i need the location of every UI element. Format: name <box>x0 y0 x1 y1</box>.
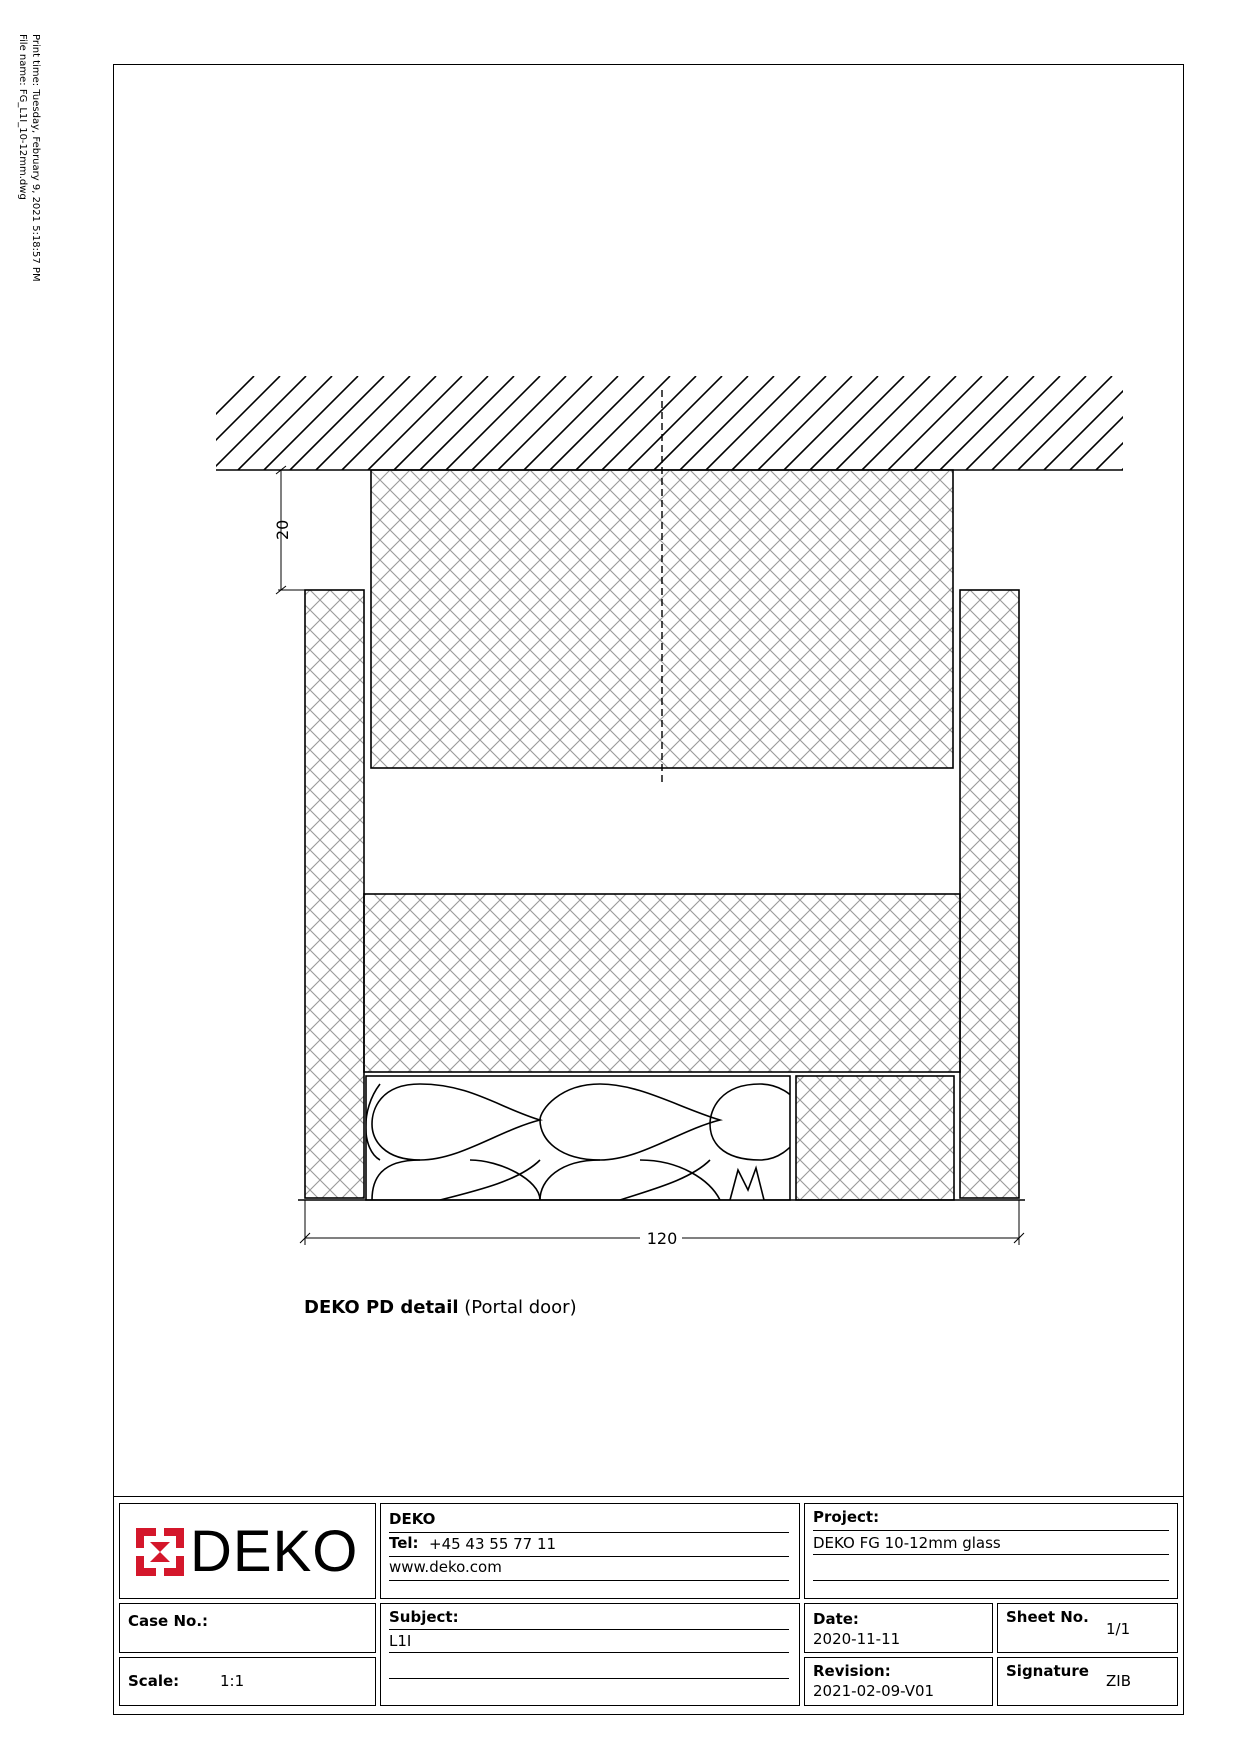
break-symbol <box>730 1168 764 1200</box>
insulation-frame <box>366 1076 790 1200</box>
sheet-no-label: Sheet No. <box>1006 1608 1089 1626</box>
case-no-cell <box>119 1603 376 1653</box>
company-cell <box>380 1503 800 1599</box>
drawing-caption <box>304 1297 577 1318</box>
signature-label: Signature <box>1006 1662 1089 1680</box>
date-value: 2020-11-11 <box>813 1630 901 1648</box>
signature-value: ZIB <box>1106 1672 1131 1690</box>
subject-label: Subject: <box>389 1608 459 1626</box>
revision-cell <box>804 1657 993 1706</box>
logo-cell <box>119 1503 376 1599</box>
sheet-no-cell <box>997 1603 1178 1653</box>
scale-label: Scale: <box>128 1672 180 1690</box>
door-leaf <box>364 894 960 1072</box>
signature-cell <box>997 1657 1178 1706</box>
dim-vertical-label: 20 <box>273 519 292 540</box>
revision-value: 2021-02-09-V01 <box>813 1682 935 1700</box>
project-label: Project: <box>813 1508 880 1526</box>
print-time: Print time: Tuesday, February 9, 2021 5:18:57 PM <box>30 34 41 282</box>
ceiling-hatch <box>160 376 1216 470</box>
left-jamb <box>305 590 364 1198</box>
subject-value: L1I <box>389 1632 412 1650</box>
date-label: Date: <box>813 1610 859 1628</box>
dim-horizontal-label: 120 <box>646 1229 678 1248</box>
right-jamb <box>960 590 1019 1198</box>
caption-rest: (Portal door) <box>464 1297 577 1318</box>
scale-cell <box>119 1657 376 1706</box>
tel-value: +45 43 55 77 11 <box>429 1535 557 1553</box>
tel-label: Tel: <box>389 1534 419 1552</box>
deko-logo-text: DEKO <box>190 1519 359 1584</box>
company-name: DEKO <box>389 1510 436 1528</box>
subject-cell <box>380 1603 800 1706</box>
file-name: File name: FG_L1I_10-12mm.dwg <box>17 34 28 200</box>
date-cell <box>804 1603 993 1653</box>
caption-bold: DEKO PD detail <box>304 1297 459 1318</box>
revision-label: Revision: <box>813 1662 891 1680</box>
side-block <box>796 1076 954 1200</box>
title-block <box>113 1496 1184 1716</box>
sheet-no-value: 1/1 <box>1106 1620 1131 1638</box>
deko-logo-mark <box>136 1528 184 1576</box>
scale-value: 1:1 <box>220 1672 245 1690</box>
project-value: DEKO FG 10-12mm glass <box>813 1534 1001 1552</box>
case-no-label: Case No.: <box>128 1612 209 1630</box>
website: www.deko.com <box>389 1558 502 1576</box>
project-cell <box>804 1503 1178 1599</box>
